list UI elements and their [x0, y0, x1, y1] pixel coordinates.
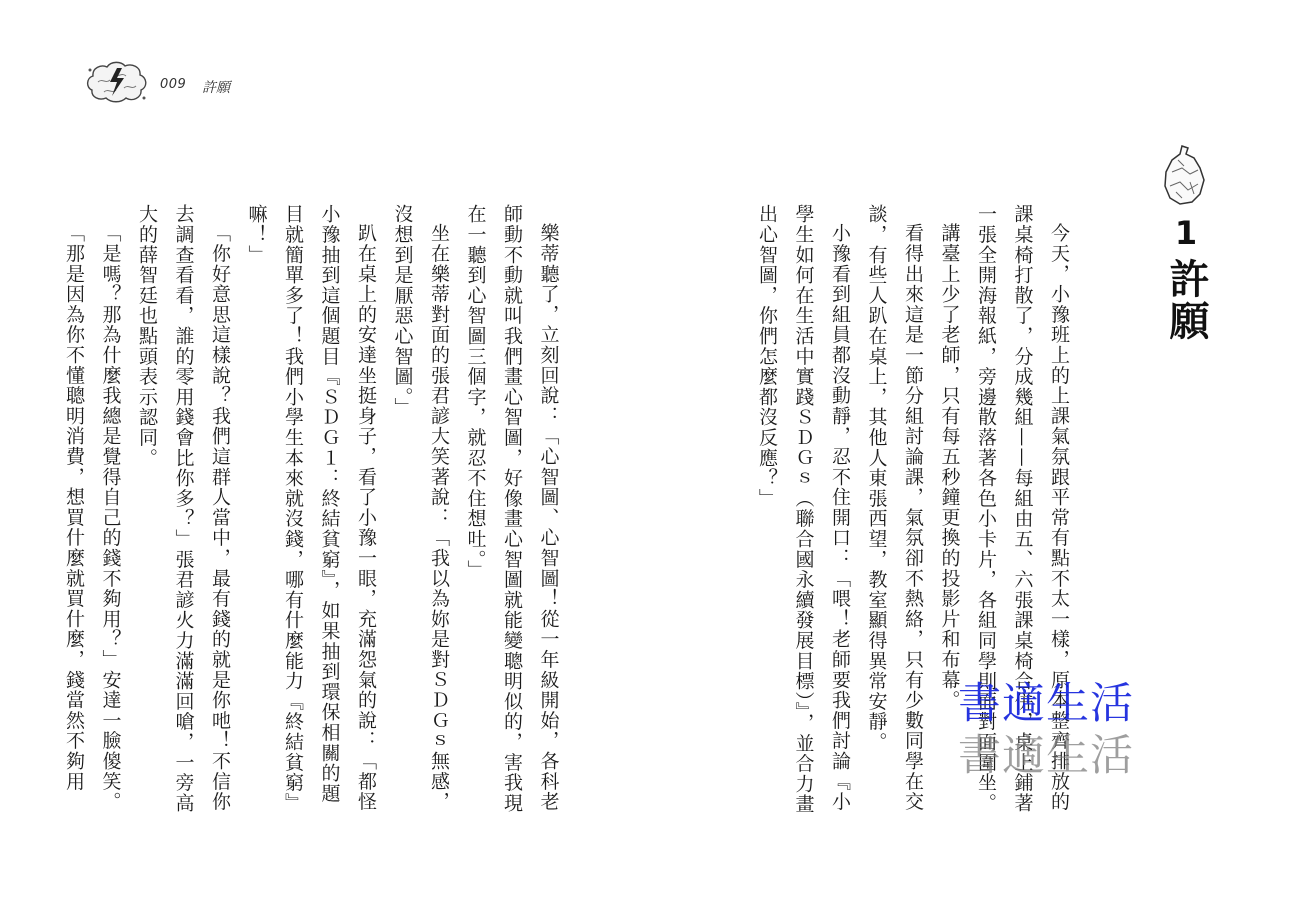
paragraph: 「是嗎？那為什麼我總是覺得自己的錢不夠用？」安達一臉傻笑。 [99, 223, 122, 812]
running-title: 許願 [202, 80, 230, 96]
paragraph: 趴在桌上的安達坐挺身子，看了小豫一眼，充滿怨氣的說：「都怪小豫抽到這個題目『ＳＤＧ１：終結貧窮』，如果抽到環保相關的題目就簡單多了！我們小學生本來就沒錢，哪有什麼能力『終結貧窮』嘛！」 [245, 204, 377, 813]
paragraph: 看得出來這是一節分組討論課，氣氛卻不熱絡，只有少數同學在交談，有些人趴在桌上，其他人東張西望，教室顯得異常安靜。 [865, 204, 924, 812]
paragraph: 講臺上少了老師，只有每五秒鐘更換的投影片和布幕。 [938, 223, 961, 711]
paragraph: 樂蒂聽了，立刻回說：「心智圖、心智圖！從一年級開始，各科老師動不動就叫我們畫心智圖，好像畫心智圖就能變聰明似的，害我現在一聽到心智圖三個字，就忍不住想吐。」 [464, 204, 560, 813]
brain-lightning-icon [84, 58, 152, 106]
paragraph: 坐在樂蒂對面的張君諺大笑著說：「我以為妳是對ＳＤＧｓ無感，沒想到是厭惡心智圖。」 [391, 204, 450, 812]
page-number: 009 [160, 77, 187, 92]
watermark-line-secondary: 書適生活 [958, 731, 1134, 781]
paragraph: 「那是因為你不懂聰明消費，想買什麼就買什麼，錢當然不夠用 [63, 223, 85, 792]
body-text [56, 204, 1078, 816]
paragraph: 小豫看到組員都沒動靜，忍不住開口：「喂！老師要我們討論『小學生如何在生活中實踐ＳＤＧｓ（聯合國永續發展目標）』，並合力畫出心智圖，你們怎麼都沒反應？」 [756, 204, 851, 815]
watermark-line-primary: 書適生活 [958, 679, 1134, 729]
chapter-title: 許願 [1163, 258, 1209, 342]
paragraph: 「你好意思這樣說？我們這群人當中，最有錢的就是你吔！不信你去調查看看，誰的零用錢會比你多？」張君諺火力滿滿回嗆，一旁高大的薛智廷也點頭表示認同。 [136, 204, 231, 813]
paragraph: 今天，小豫班上的上課氣氛跟平常有點不太一樣，原本整齊排放的課桌椅打散了，分成幾組——每組由五、六張課桌椅合併，桌上鋪著一張全開海報紙，旁邊散落著各色小卡片，各組同學則面對面圍坐。 [975, 204, 1070, 813]
running-header [84, 58, 304, 108]
crumpled-paper-icon [1160, 142, 1208, 208]
chapter-number: 1 [1174, 214, 1198, 252]
